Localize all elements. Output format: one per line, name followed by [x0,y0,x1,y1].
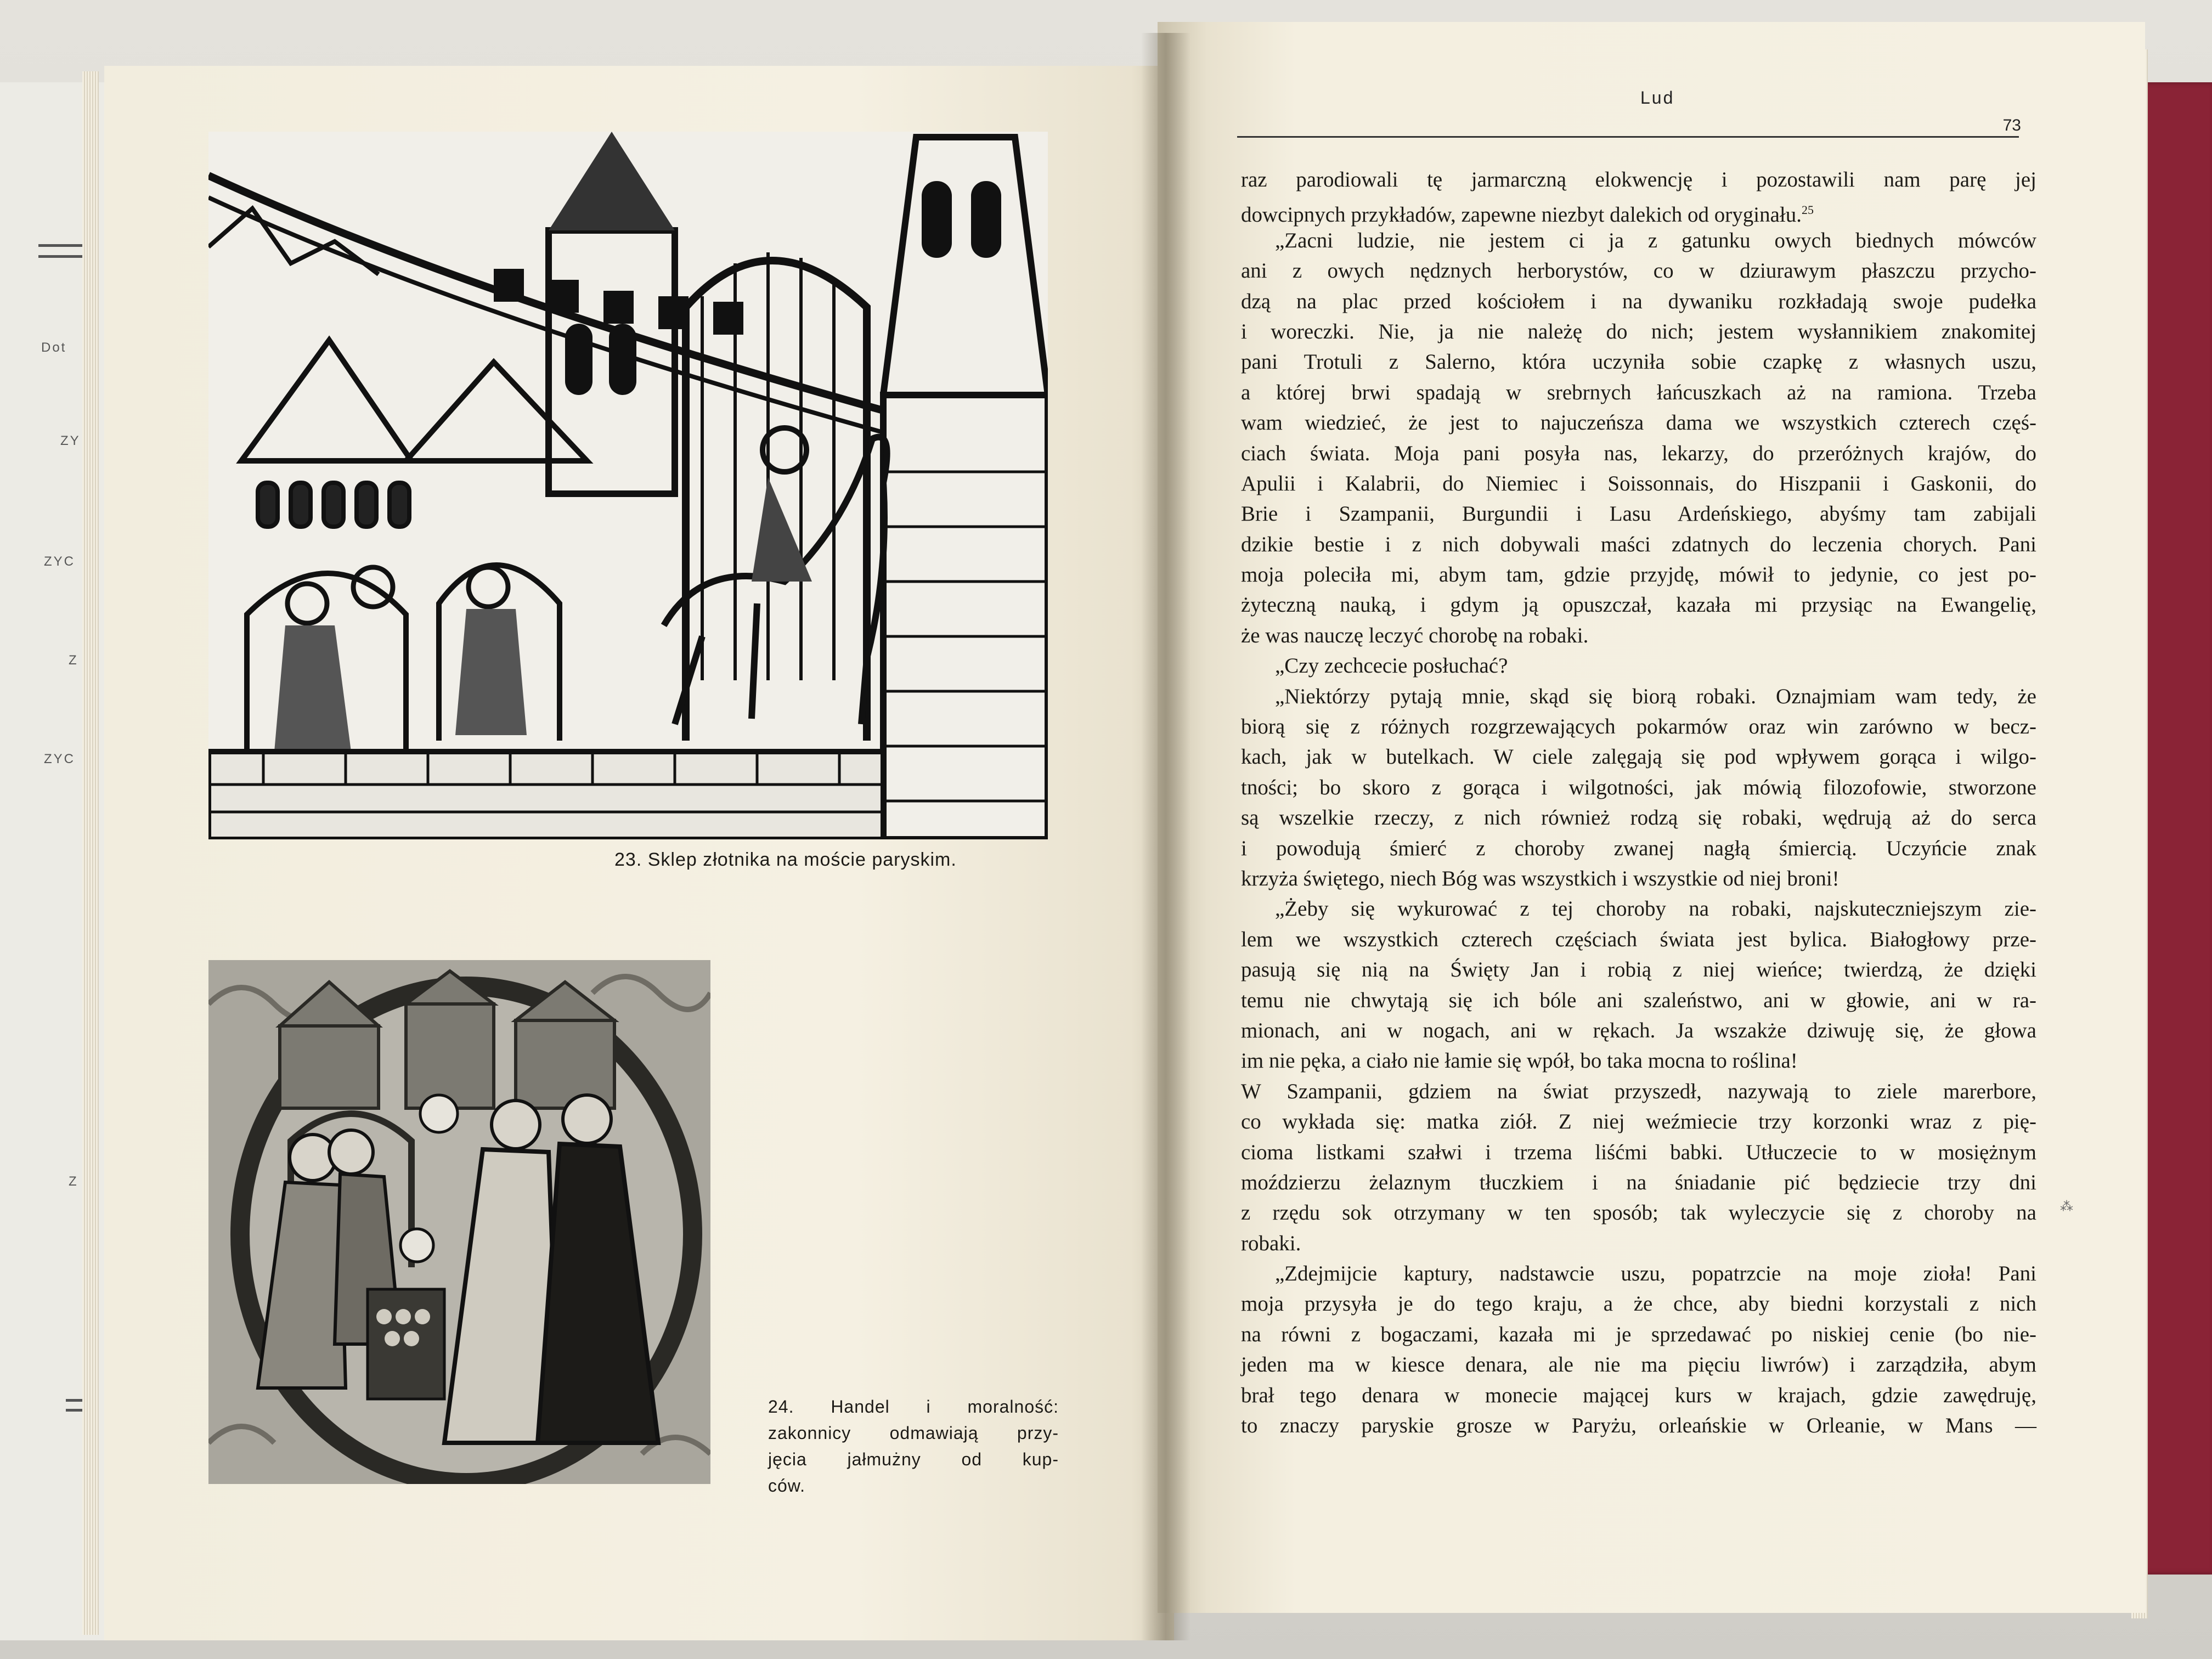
text-line-content: im nie pęka, a ciało nie łamie się wpół, bo taka mocna to roślina! [1241,1049,1798,1073]
medieval-monks-refusing-alms-miniature-icon [208,960,710,1484]
text-line: i woreczki. Nie, ja nie należę do nich; jestem wysłannikiem znakomitej [1241,319,2036,343]
caption-line: 24. Handel i moralność: [768,1397,1059,1417]
text-line: „Niektórzy pytają mnie, skąd się biorą robaki. Oznajmiam wam tedy, że [1275,684,2036,708]
edge-text: ZY [60,433,81,448]
edge-text: Z [69,653,78,668]
page-number: 73 [2002,116,2021,134]
caption-line: jęcia jałmużny od kup- [768,1449,1059,1469]
text-line: ani z owych nędznych herborystów, co w dziurawym płaszczu przycho- [1241,259,2036,283]
text-line: biorą się z różnych rozgrzewających pokarmów oraz win zarówno w becz- [1241,715,2036,739]
text-line: „Zacni ludzie, nie jestem ci ja z gatunku owych biednych mówców [1275,228,2036,252]
edge-text: Dot [41,340,67,355]
caption-line: ców. [768,1476,806,1496]
text-line [1241,1046,2036,1076]
page-stack-left [82,71,99,1635]
page-speck [2060,1199,2072,1206]
divider [38,244,85,247]
text-line: tności; bo skoro z gorąca i wilgotności, jak mówią filozofowie, stworzone [1241,775,2036,799]
divider [66,1409,82,1412]
text-line: to znaczy paryskie grosze w Paryżu, orleańskie w Orleanie, w Mans — [1241,1414,2036,1438]
text-line: „Czy zechcecie posłuchać? [1275,654,1508,678]
text-line: dzą na plac przed kościołem i na dywaniku rozkładają swoje pudełka [1241,289,2036,313]
edge-text: ZYC [44,554,75,569]
text-line: temu nie chwytają się ich bóle ani szaleństwo, ani w głowie, ani w ra- [1241,988,2036,1012]
medieval-goldsmith-shop-engraving-icon [208,132,1048,839]
figure-23-caption: 23. Sklep złotnika na moście paryskim. [614,849,957,870]
caption-line: zakonnicy odmawiają przy- [768,1423,1059,1443]
text-line: co wykłada się: matka ziół. Z niej weźmiecie trzy korzonki wraz z pię- [1241,1110,2036,1134]
text-line: brał tego denara w monecie mającej kurs w krajach, gdzie zawędruję, [1241,1383,2036,1407]
text-line: pasują się nią na Święty Jan i robią z niej wieńce; twierdzą, że dzięki [1241,958,2036,982]
text-line: Brie i Szampanii, Burgundii i Lasu Ardeńskiego, abyśmy tam zabijali [1241,502,2036,526]
figure-goldsmith-shop [208,132,1048,839]
text-line-content: dowcipnych przykładów, zapewne niezbyt dalekich od oryginału. [1241,203,1802,227]
text-line: że was nauczę leczyć chorobę na robaki. [1241,623,1589,647]
text-line: kach, jak w butelkach. W ciele zalęgają się pod wpływem gorąca i wilgo- [1241,745,2036,769]
edge-text: ZYC [44,752,75,766]
text-line: mionach, ani w nogach, ani w rękach. Ja wszakże dziwuję się, że głowa [1241,1018,2036,1042]
figure-monks-refusing-alms [208,960,710,1484]
text-line: raz parodiowali tę jarmarczną elokwencję i pozostawili nam parę jej [1241,168,2036,191]
text-line: lem we wszystkich czterech częściach świata jest bylica. Białogłowy prze- [1241,927,2036,951]
body-text [1241,165,2036,1441]
text-line: cioma listkami szałwi i trzema liśćmi babki. Utłuczecie to w mosiężnym [1241,1140,2036,1164]
text-line: i powodują śmierć z choroby zwanej nagłą śmiercią. Uczyńcie znak [1241,836,2036,860]
text-line: moździerzu żelaznym tłuczkiem i na śniadanie pić będziecie trzy dni [1241,1170,2036,1194]
text-line: pani Trotuli z Salerno, która uczyniła sobie czapkę z własnych uszu, [1241,350,2036,374]
text-line: są wszelkie rzeczy, z nich również rodzą się robaki, wędrują aż do serca [1241,806,2036,830]
text-line: dzikie bestie i z nich dobywali maści zdatnych do leczenia chorych. Pani [1241,532,2036,556]
text-line [1241,195,2036,225]
text-line: Apulii i Kalabrii, do Niemiec i Soissonnais, do Hiszpanii i Gaskonii, do [1241,471,2036,495]
text-line: krzyża świętego, niech Bóg was wszystkich i wszystkie od niej broni! [1241,866,1839,890]
footnote-mark: 25 [1801,203,1814,217]
divider [66,1399,82,1402]
text-line: W Szampanii, gdziem na świat przyszedł, nazywają to ziele marerbore, [1241,1079,2036,1103]
text-line: ciach świata. Moja pani posyła nas, lekarzy, do przeróżnych krajów, do [1241,441,2036,465]
text-line: wam wiedzieć, że jest to najuczeńsza dama we wszystkich czterech częś- [1241,411,2036,435]
running-head: Lud [1640,88,1675,108]
text-line: moja poleciła mi, abym tam, gdzie przyjdę, mówił to jedynie, co jest po- [1241,563,2036,587]
header-rule [1237,136,2019,138]
divider [38,255,85,258]
text-line: „Żeby się wykurować z tej choroby na robaki, najskuteczniejszym zie- [1275,897,2036,921]
text-line: jeden ma w kiesce denara, ale nie ma pięciu liwrów) i zarządziła, abym [1241,1353,2036,1377]
text-line: moja przysyła je do tego kraju, a że chce, aby biedni korzystali z nich [1241,1292,2036,1316]
text-line: a której brwi spadają w srebrnych łańcuszkach aż na ramiona. Trzeba [1241,380,2036,404]
text-line: robaki. [1241,1231,1301,1255]
figure-24-caption [768,1393,1059,1499]
edge-text: Z [69,1174,78,1189]
text-line: żyteczną nauką, i gdym ją opuszczał, kazała mi przysiąc na Ewangelię, [1241,593,2036,617]
book-gutter [1141,33,1190,1640]
page-header [1237,88,2019,143]
text-line: „Zdejmijcie kaptury, nadstawcie uszu, popatrzcie na moje zioła! Pani [1275,1262,2036,1286]
text-line: na równi z bogaczami, kazała mi je sprzedawać po niskiej cenie (bo nie- [1241,1322,2036,1346]
text-line: z rzędu sok otrzymany w ten sposób; tak wyleczycie się z choroby na [1241,1201,2036,1225]
